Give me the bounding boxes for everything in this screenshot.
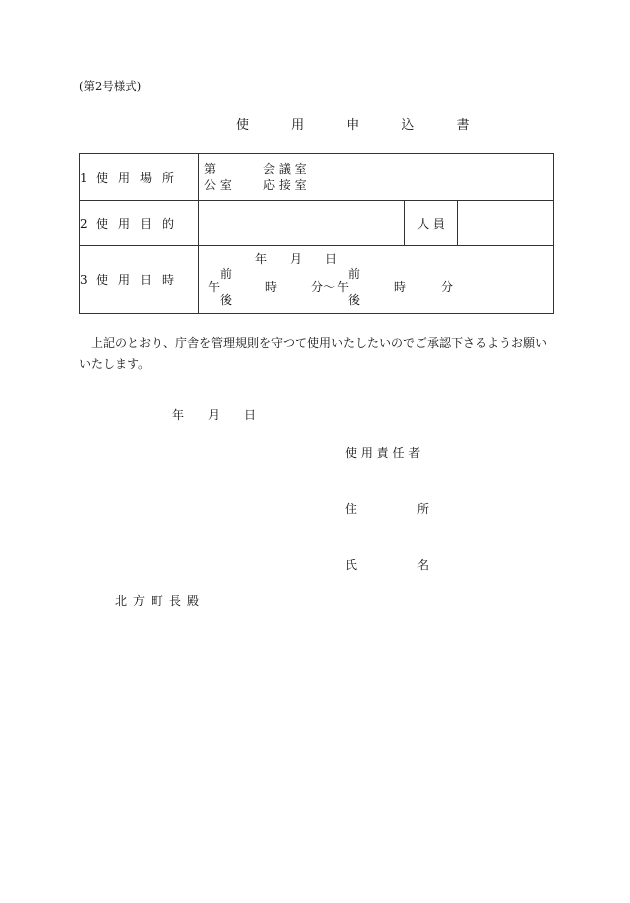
purpose-label-cell <box>80 201 199 246</box>
venue-conference-room: 会 議 室 <box>263 162 307 176</box>
datetime-value-cell[interactable] <box>199 246 554 314</box>
request-statement: 上記のとおり、庁舎を管理規則を守つて使用いたしたいのでご承認下さるようお願いいたします。 <box>79 336 548 371</box>
start-minute-range: 分〜 <box>311 280 336 294</box>
venue-value-cell[interactable] <box>199 154 554 201</box>
attendees-label: 人 員 <box>405 201 458 246</box>
row-purpose <box>80 201 554 246</box>
venue-label: 使用場所 <box>96 170 185 185</box>
date-month: 月 <box>290 252 303 266</box>
start-noon: 午 <box>208 280 221 294</box>
datetime-label: 使用日時 <box>96 273 185 287</box>
application-date-day: 日 <box>244 408 257 422</box>
application-date[interactable] <box>172 409 256 421</box>
start-hour: 時 <box>265 280 278 294</box>
start-pm: 後 <box>220 293 233 307</box>
name-label-2: 名 <box>417 558 430 572</box>
venue-label-cell <box>80 154 199 201</box>
address-label-1: 住 <box>345 502 358 516</box>
row-number: 3 <box>80 273 88 287</box>
address-field[interactable] <box>345 503 429 515</box>
date-day: 日 <box>325 252 338 266</box>
form-number: (第2号様式) <box>79 79 142 93</box>
start-am: 前 <box>220 267 233 281</box>
application-date-month: 月 <box>208 408 221 422</box>
row-datetime <box>80 246 554 314</box>
date-year: 年 <box>255 252 268 266</box>
purpose-label: 使用目的 <box>96 216 185 231</box>
row-venue <box>80 154 554 201</box>
application-table <box>79 153 554 314</box>
row-number: 2 <box>80 216 88 231</box>
end-hour: 時 <box>394 280 407 294</box>
address-label-2: 所 <box>417 502 430 516</box>
venue-public-room: 公 室 <box>204 178 232 192</box>
end-minute: 分 <box>441 280 454 294</box>
end-noon: 午 <box>337 280 350 294</box>
datetime-label-cell <box>80 246 199 314</box>
name-label-1: 氏 <box>345 558 358 572</box>
responsible-person-label: 使 用 責 任 者 <box>345 446 421 460</box>
addressee: 北方町長殿 <box>115 594 206 608</box>
venue-number-prefix: 第 <box>204 162 217 176</box>
end-am: 前 <box>348 267 361 281</box>
row-number: 1 <box>80 170 88 185</box>
attendees-value-cell[interactable] <box>458 201 554 246</box>
venue-reception-room: 応 接 室 <box>263 178 307 192</box>
application-date-year: 年 <box>172 408 185 422</box>
name-field[interactable] <box>345 559 429 571</box>
purpose-value-cell[interactable] <box>199 201 405 246</box>
end-pm: 後 <box>348 293 361 307</box>
document-title: 使 用 申 込 書 <box>236 118 489 133</box>
